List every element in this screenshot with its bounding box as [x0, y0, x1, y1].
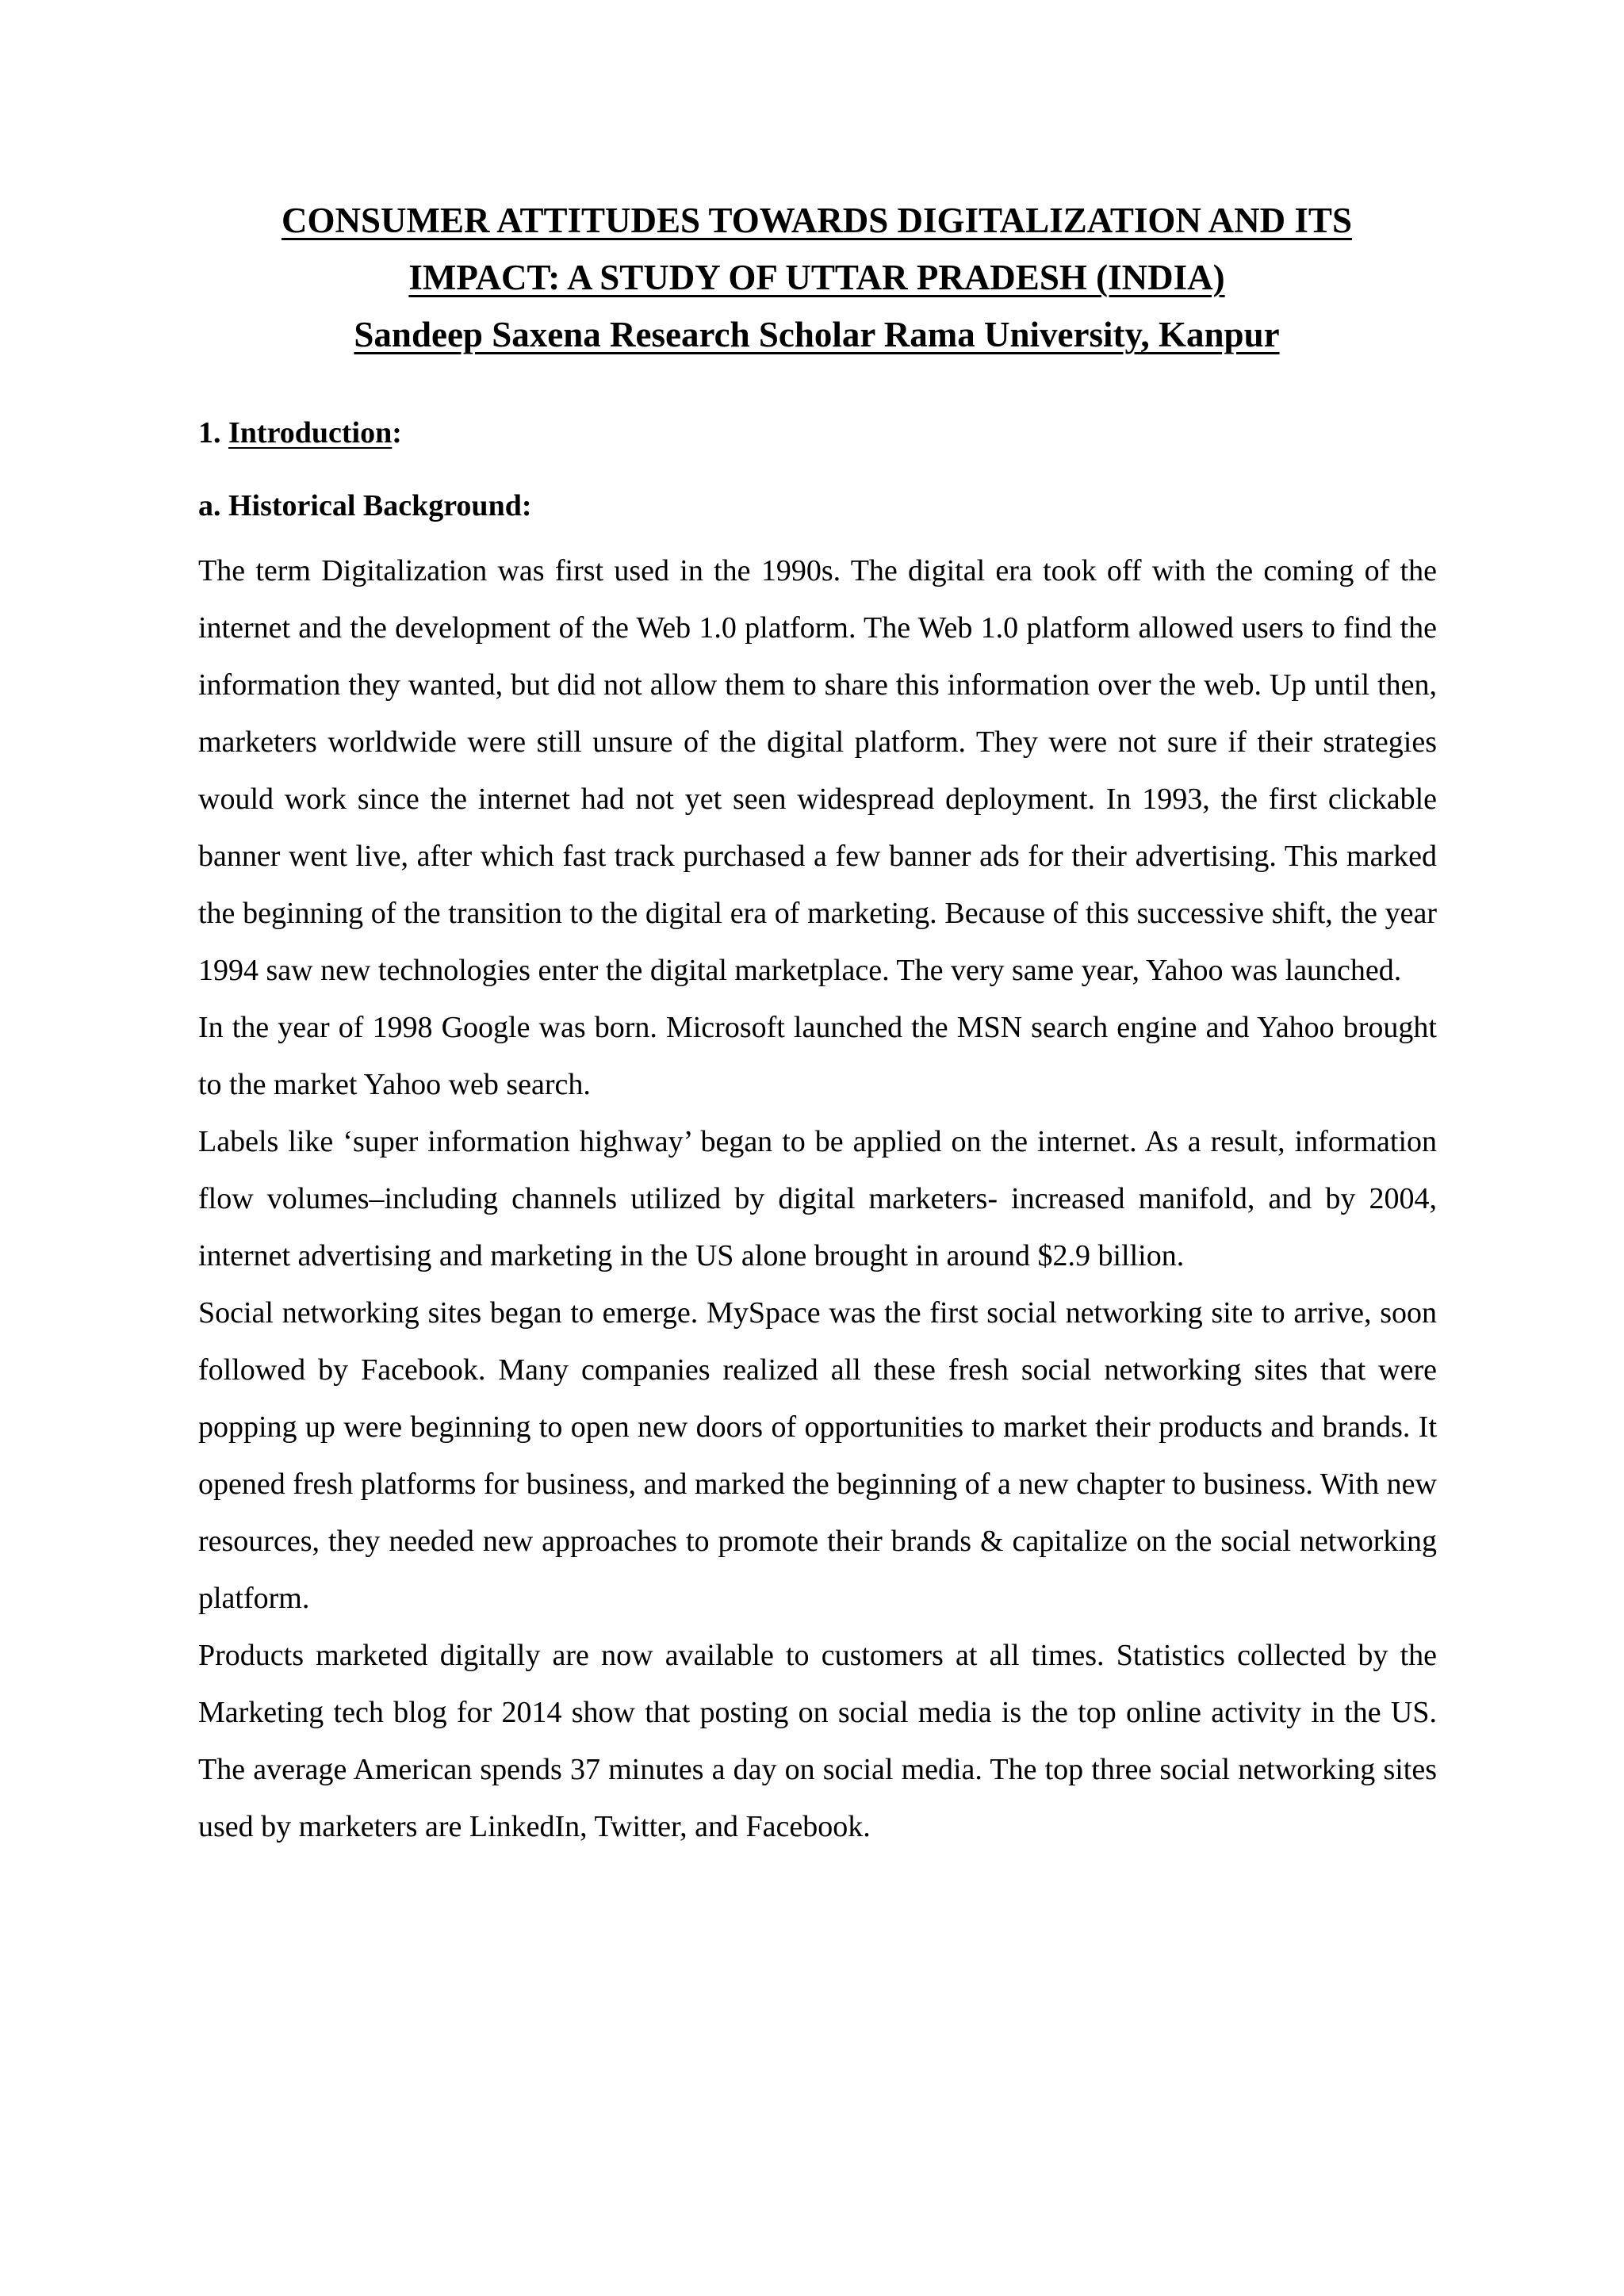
- section-heading: [198, 412, 402, 453]
- section-title: Introduction: [228, 416, 393, 450]
- paragraph-4: Social networking sites began to emerge. MySpace was the first social networking site to arrive, soon followed by Facebook. Many companies realized all these fresh social networking sites that were popping up were beginning to open new doors of opportunities to market their products and brands. It opened fresh platforms for business, and marked the beginning of a new chapter to business. With new resources, they needed new approaches to promote their brands & capitalize on the social networking platform.: [198, 1296, 1437, 1615]
- subsection-heading: a. Historical Background:: [198, 489, 532, 522]
- paragraph-5: Products marketed digitally are now available to customers at all times. Statistics collected by the Marketing tech blog for 2014 show that posting on social media is the top online activity in the US. The average American spends 37 minutes a day on social media. The top three social networking sites used by marketers are LinkedIn, Twitter, and Facebook.: [198, 1639, 1437, 1843]
- body-text: [198, 542, 1437, 1855]
- paragraph-3: Labels like ‘super information highway’ began to be applied on the internet. As a result, information flow volumes–including channels utilized by digital marketers- increased manifold, and by 2004, internet advertising and marketing in the US alone brought in around $2.9 billion.: [198, 1125, 1437, 1272]
- author-line: Sandeep Saxena Research Scholar Rama University, Kanpur: [354, 315, 1280, 354]
- section-number: 1.: [198, 416, 228, 450]
- paragraph-1: The term Digitalization was first used in the 1990s. The digital era took off with the coming of the internet and the development of the Web 1.0 platform. The Web 1.0 platform allowed users to find the information they wanted, but did not allow them to share this information over the web. Up until then, marketers worldwide were still unsure of the digital platform. They were not sure if their strategies would work since the internet had not yet seen widespread deployment. In 1993, the first clickable banner went live, after which fast track purchased a few banner ads for their advertising. This marked the beginning of the transition to the digital era of marketing. Because of this successive shift, the year 1994 saw new technologies enter the digital marketplace. The very same year, Yahoo was launched.: [198, 554, 1437, 987]
- section-suffix: :: [392, 416, 402, 450]
- title-block: [197, 192, 1437, 363]
- paper-title-line-2: IMPACT: A STUDY OF UTTAR PRADESH (INDIA): [408, 258, 1225, 297]
- paragraph-2: In the year of 1998 Google was born. Microsoft launched the MSN search engine and Yahoo brought to the market Yahoo web search.: [198, 1011, 1437, 1101]
- paper-title-line-1: CONSUMER ATTITUDES TOWARDS DIGITALIZATION AND ITS: [282, 201, 1352, 240]
